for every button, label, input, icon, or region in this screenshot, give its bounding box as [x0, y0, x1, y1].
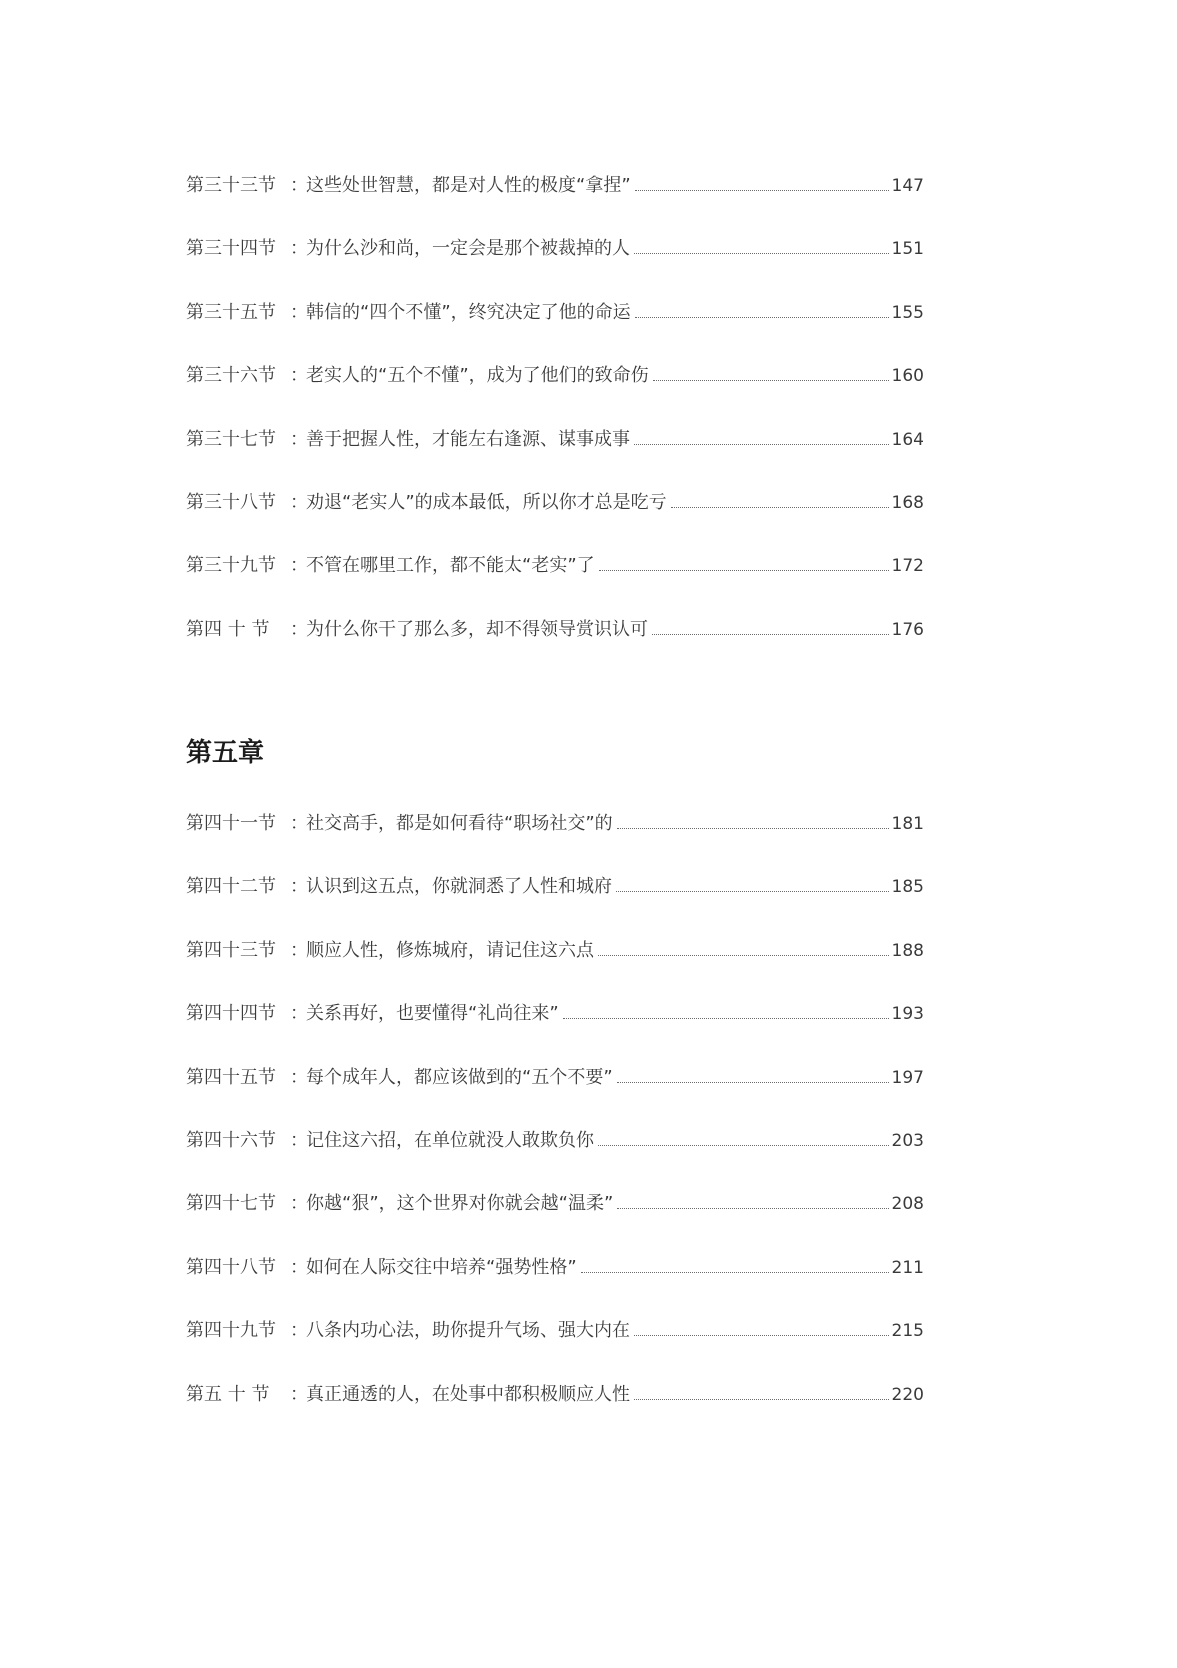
- dot-leader: [598, 1145, 889, 1146]
- entry-page-number: 185: [891, 877, 924, 898]
- entry-page-number: 160: [891, 366, 924, 387]
- dot-leader: [671, 507, 889, 508]
- toc-entry[interactable]: [186, 298, 924, 361]
- entry-number: 第三十三节: [186, 175, 276, 196]
- entry-separator: ：: [290, 876, 308, 898]
- toc-entry[interactable]: [186, 1126, 924, 1189]
- entry-separator: ：: [290, 491, 308, 513]
- entry-title: 顺应人性，修炼城府，请记住这六点: [306, 939, 594, 961]
- entry-title: 为什么沙和尚，一定会是那个被裁掉的人: [306, 238, 630, 260]
- entry-title: 如何在人际交往中培养“强势性格”: [306, 1256, 577, 1278]
- toc-entry[interactable]: [186, 1063, 924, 1126]
- entry-separator: ：: [290, 1129, 308, 1151]
- chapter-heading: 第五章: [186, 738, 265, 768]
- toc-entry[interactable]: [186, 936, 924, 999]
- entry-number: 第三十四节: [186, 238, 276, 260]
- entry-page-number: 220: [891, 1384, 924, 1405]
- entry-title: 为什么你干了那么多，却不得领导赏识认可: [306, 618, 648, 640]
- entry-title: 劝退“老实人”的成本最低，所以你才总是吃亏: [306, 491, 667, 513]
- dot-leader: [635, 317, 889, 318]
- dot-leader: [634, 253, 889, 254]
- entry-page-number: 176: [891, 619, 924, 640]
- dot-leader: [617, 1208, 888, 1209]
- dot-leader: [581, 1272, 889, 1273]
- toc-entry[interactable]: [186, 234, 924, 297]
- dot-leader: [616, 891, 889, 892]
- toc-entry[interactable]: [186, 361, 924, 424]
- dot-leader: [563, 1018, 889, 1019]
- entry-number: 第三十九节: [186, 555, 276, 577]
- entry-separator: ：: [290, 175, 308, 196]
- entry-title: 韩信的“四个不懂”，终究决定了他的命运: [306, 301, 631, 323]
- entry-number: 第四十八节: [186, 1256, 276, 1278]
- toc-entry[interactable]: [186, 425, 924, 488]
- entry-number: 第三十六节: [186, 365, 276, 387]
- toc-section-2: [186, 809, 924, 1443]
- entry-page-number: 211: [891, 1257, 924, 1278]
- toc-section-1: [186, 171, 924, 678]
- entry-page-number: 155: [891, 302, 924, 323]
- entry-title: 八条内功心法，助你提升气场、强大内在: [306, 1320, 630, 1342]
- entry-page-number: 147: [891, 176, 924, 196]
- entry-page-number: 215: [891, 1321, 924, 1342]
- entry-page-number: 197: [891, 1067, 924, 1088]
- dot-leader: [634, 1335, 889, 1336]
- toc-entry[interactable]: [186, 551, 924, 614]
- dot-leader: [598, 955, 889, 956]
- entry-page-number: 168: [891, 492, 924, 513]
- entry-title: 真正通透的人，在处事中都积极顺应人性: [306, 1383, 630, 1405]
- entry-number: 第四十六节: [186, 1129, 276, 1151]
- dot-leader: [634, 1399, 889, 1400]
- dot-leader: [617, 828, 889, 829]
- entry-separator: ：: [290, 813, 308, 834]
- entry-title: 记住这六招，在单位就没人敢欺负你: [306, 1129, 594, 1151]
- dot-leader: [652, 634, 889, 635]
- entry-separator: ：: [290, 1066, 308, 1088]
- dot-leader: [634, 444, 889, 445]
- entry-separator: ：: [290, 238, 308, 260]
- entry-title: 关系再好，也要懂得“礼尚往来”: [306, 1003, 559, 1025]
- entry-number: 第四十四节: [186, 1003, 276, 1025]
- toc-entry[interactable]: [186, 1253, 924, 1316]
- entry-page-number: 151: [891, 239, 924, 260]
- entry-title: 善于把握人性，才能左右逢源、谋事成事: [306, 428, 630, 450]
- entry-separator: ：: [290, 428, 308, 450]
- toc-entry[interactable]: [186, 171, 924, 234]
- entry-number: 第四十三节: [186, 939, 276, 961]
- entry-number: 第四十一节: [186, 813, 276, 834]
- entry-number: 第三十五节: [186, 301, 276, 323]
- entry-separator: ：: [290, 618, 308, 640]
- entry-number: 第四十七节: [186, 1193, 276, 1215]
- entry-separator: ：: [290, 1256, 308, 1278]
- entry-page-number: 181: [891, 814, 924, 834]
- entry-separator: ：: [290, 1193, 308, 1215]
- toc-entry[interactable]: [186, 999, 924, 1062]
- entry-separator: ：: [290, 939, 308, 961]
- toc-entry[interactable]: [186, 1316, 924, 1379]
- entry-number: 第四十五节: [186, 1066, 276, 1088]
- entry-page-number: 208: [891, 1194, 924, 1215]
- entry-number: 第三十八节: [186, 491, 276, 513]
- entry-number: 第四十二节: [186, 876, 276, 898]
- entry-number: 第三十七节: [186, 428, 276, 450]
- entry-title: 老实人的“五个不懂”，成为了他们的致命伤: [306, 365, 649, 387]
- entry-title: 你越“狠”，这个世界对你就会越“温柔”: [306, 1193, 614, 1215]
- toc-entry[interactable]: [186, 615, 924, 678]
- entry-title: 认识到这五点，你就洞悉了人性和城府: [306, 876, 612, 898]
- dot-leader: [599, 570, 889, 571]
- entry-number: 第五 十 节: [186, 1383, 270, 1405]
- toc-entry[interactable]: [186, 809, 924, 872]
- entry-page-number: 203: [891, 1130, 924, 1151]
- entry-separator: ：: [290, 555, 308, 577]
- entry-separator: ：: [290, 1383, 308, 1405]
- entry-title: 不管在哪里工作，都不能太“老实”了: [306, 555, 595, 577]
- dot-leader: [635, 190, 889, 191]
- entry-title: 这些处世智慧，都是对人性的极度“拿捏”: [306, 175, 631, 196]
- entry-title: 每个成年人，都应该做到的“五个不要”: [306, 1066, 613, 1088]
- entry-page-number: 193: [891, 1004, 924, 1025]
- entry-separator: ：: [290, 301, 308, 323]
- entry-number: 第四 十 节: [186, 618, 270, 640]
- entry-title: 社交高手，都是如何看待“职场社交”的: [306, 813, 613, 834]
- entry-number: 第四十九节: [186, 1320, 276, 1342]
- entry-separator: ：: [290, 1320, 308, 1342]
- dot-leader: [653, 380, 889, 381]
- entry-page-number: 172: [891, 556, 924, 577]
- dot-leader: [617, 1082, 889, 1083]
- toc-entry[interactable]: [186, 1380, 924, 1443]
- toc-entry[interactable]: [186, 488, 924, 551]
- toc-entry[interactable]: [186, 872, 924, 935]
- entry-page-number: 164: [891, 429, 924, 450]
- entry-page-number: 188: [891, 940, 924, 961]
- toc-entry[interactable]: [186, 1189, 924, 1252]
- entry-separator: ：: [290, 365, 308, 387]
- entry-separator: ：: [290, 1003, 308, 1025]
